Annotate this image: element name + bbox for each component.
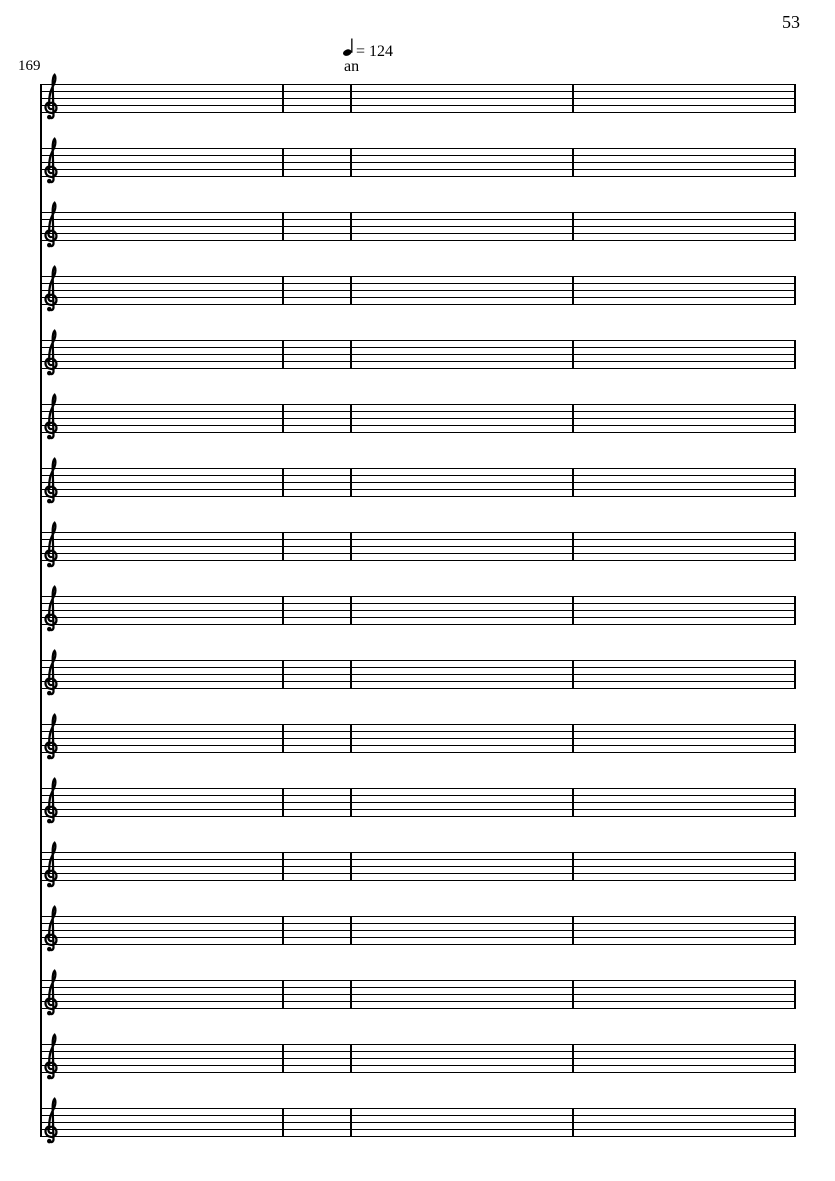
treble-clef-icon	[44, 71, 61, 121]
staff-lines	[40, 789, 796, 817]
staff-7-treble	[40, 468, 796, 498]
staff-3-treble	[40, 212, 796, 242]
staff-lines	[40, 533, 796, 561]
staff-lines	[40, 341, 796, 369]
staff-lines	[40, 661, 796, 689]
staff-lines	[40, 469, 796, 497]
treble-clef-icon	[44, 839, 61, 889]
treble-clef-icon	[44, 263, 61, 313]
treble-clef-icon	[44, 391, 61, 441]
staff-5-treble	[40, 340, 796, 370]
staff-lines	[40, 981, 796, 1009]
treble-clef-icon	[44, 903, 61, 953]
staff-lines	[40, 725, 796, 753]
page-number: 53	[782, 12, 800, 32]
staff-15-treble	[40, 980, 796, 1010]
staff-lines	[40, 213, 796, 241]
staff-lines	[40, 1109, 796, 1137]
staff-8-treble	[40, 532, 796, 562]
treble-clef-icon	[44, 583, 61, 633]
staff-lines	[40, 1045, 796, 1073]
staff-1-treble	[40, 84, 796, 114]
staff-9-treble	[40, 596, 796, 626]
staff-lines	[40, 277, 796, 305]
staff-14-treble	[40, 916, 796, 946]
metronome-value: = 124	[356, 43, 394, 60]
staff-17-treble	[40, 1108, 796, 1138]
staff-lines	[40, 917, 796, 945]
treble-clef-icon	[44, 135, 61, 185]
staff-2-treble	[40, 148, 796, 178]
treble-clef-icon	[44, 327, 61, 377]
staff-12-treble	[40, 788, 796, 818]
staff-10-treble	[40, 660, 796, 690]
staff-lines	[40, 853, 796, 881]
staff-lines	[40, 85, 796, 113]
treble-clef-icon	[44, 711, 61, 761]
treble-clef-icon	[44, 455, 61, 505]
treble-clef-icon	[44, 1095, 61, 1145]
treble-clef-icon	[44, 1031, 61, 1081]
treble-clef-icon	[44, 647, 61, 697]
staff-lines	[40, 149, 796, 177]
staff-lines	[40, 405, 796, 433]
tempo-subtext: an	[344, 58, 360, 75]
staff-4-treble	[40, 276, 796, 306]
measure-number: 169	[18, 58, 41, 74]
treble-clef-icon	[44, 519, 61, 569]
treble-clef-icon	[44, 199, 61, 249]
treble-clef-icon	[44, 967, 61, 1017]
system-left-barline	[40, 84, 42, 1137]
staff-6-treble	[40, 404, 796, 434]
staff-11-treble	[40, 724, 796, 754]
treble-clef-icon	[44, 775, 61, 825]
staff-lines	[40, 597, 796, 625]
staff-16-treble	[40, 1044, 796, 1074]
staff-13-treble	[40, 852, 796, 882]
